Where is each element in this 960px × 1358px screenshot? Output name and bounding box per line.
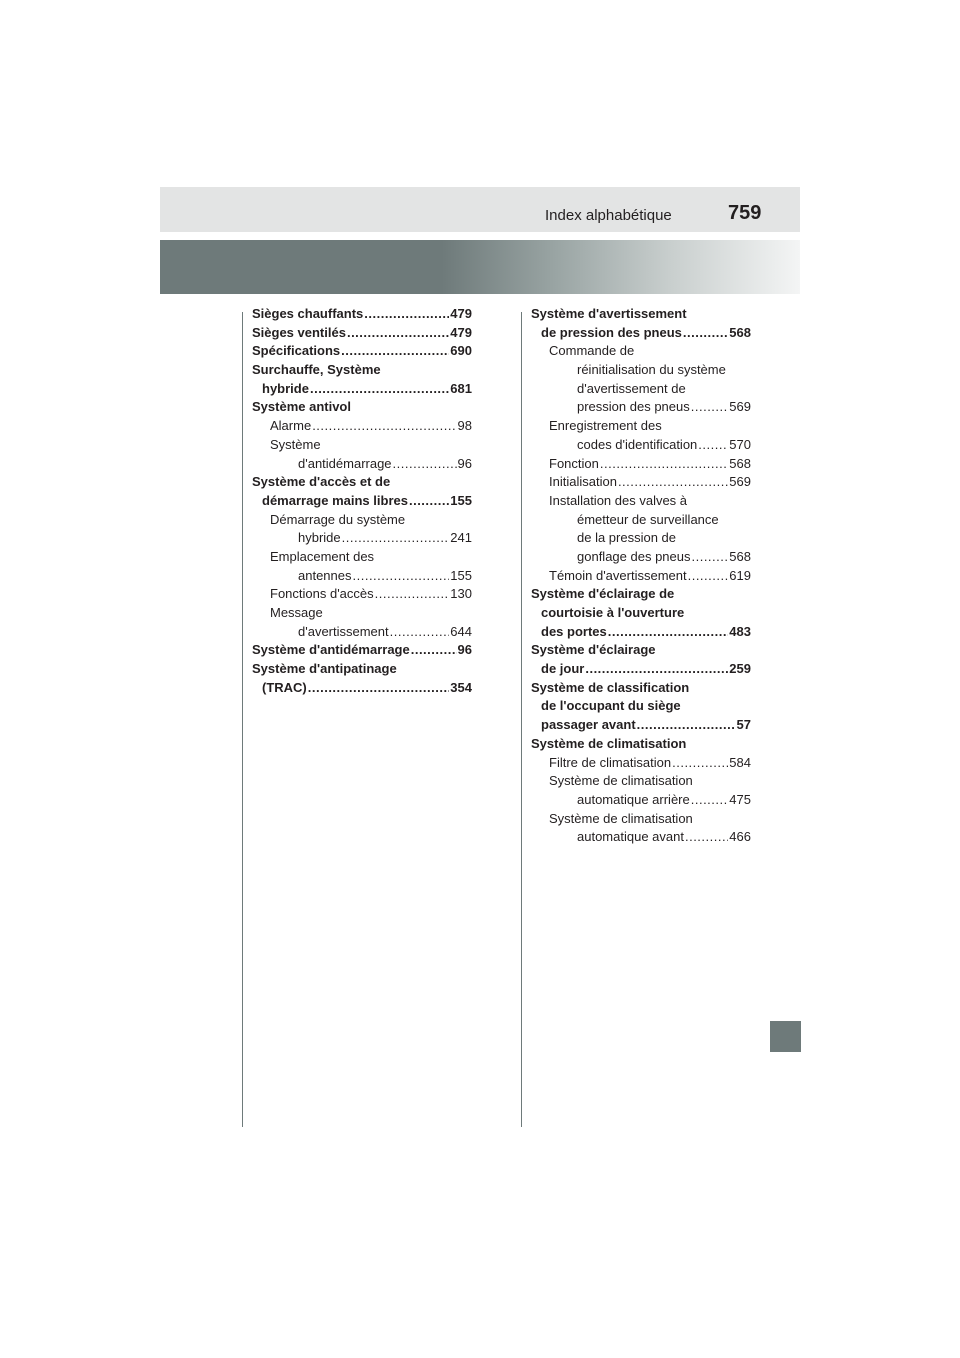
leader-dots	[685, 828, 728, 847]
leader-dots	[608, 623, 729, 642]
index-subentry	[531, 342, 751, 417]
index-line	[252, 660, 472, 679]
index-line	[270, 436, 472, 455]
entry-text: Sièges chauffants	[252, 306, 364, 321]
entry-text: Spécifications	[252, 343, 341, 359]
page-reference: 259	[729, 661, 751, 677]
entry-text: passager avant	[541, 717, 636, 733]
column-divider	[521, 312, 522, 1127]
index-column-left	[252, 305, 472, 697]
entry-text: Système	[270, 436, 321, 452]
entry-text: Commande de	[549, 343, 635, 359]
index-line	[531, 660, 751, 679]
index-line	[549, 380, 751, 399]
page-reference: 690	[450, 343, 472, 359]
index-entry	[531, 641, 751, 678]
page-reference: 96	[457, 455, 472, 471]
page-number: 759	[728, 202, 762, 224]
leader-dots	[691, 791, 729, 810]
index-line	[531, 716, 751, 735]
leader-dots	[411, 641, 457, 660]
index-line	[531, 324, 751, 343]
index-line	[549, 567, 751, 586]
index-subentry	[531, 754, 751, 773]
index-entry	[252, 361, 472, 398]
entry-text: de la pression de	[577, 530, 677, 546]
entry-text: de l'occupant du siège	[541, 698, 681, 714]
index-line	[531, 604, 751, 623]
index-line	[270, 529, 472, 548]
index-line	[252, 492, 472, 511]
page-reference: 568	[729, 324, 751, 340]
index-line	[252, 305, 472, 324]
leader-dots	[393, 455, 457, 474]
entry-text: (TRAC)	[262, 679, 307, 695]
index-line	[531, 679, 751, 698]
index-subentry	[252, 436, 472, 473]
entry-text: d'avertissement de	[577, 380, 686, 396]
page-reference: 568	[729, 548, 751, 564]
entry-text: Filtre de climatisation	[549, 754, 672, 770]
entry-text: Installation des valves à	[549, 492, 688, 508]
entry-text: hybride	[298, 530, 341, 546]
entry-text: Initialisation	[549, 474, 617, 490]
entry-text: antennes	[298, 567, 352, 583]
index-line	[549, 492, 751, 511]
entry-text: Message	[270, 605, 323, 620]
entry-text: Système d'antidémarrage	[252, 642, 410, 658]
entry-text: d'antidémarrage	[298, 455, 392, 471]
entry-text: démarrage mains libres	[262, 492, 408, 508]
entry-text: Système d'éclairage	[531, 642, 656, 658]
entry-text: automatique avant	[577, 829, 684, 845]
index-line	[252, 380, 472, 399]
index-line	[531, 623, 751, 642]
leader-dots	[375, 585, 450, 604]
index-subentry	[252, 604, 472, 641]
page-title: Index alphabétique	[545, 207, 672, 224]
index-subentry	[252, 511, 472, 548]
entry-text: Système d'accès et de	[252, 474, 391, 490]
index-subentry	[252, 417, 472, 436]
entry-text: Démarrage du système	[270, 511, 406, 527]
index-line	[252, 473, 472, 492]
index-line	[549, 791, 751, 810]
page-reference: 475	[729, 791, 751, 807]
section-band	[160, 240, 800, 294]
entry-text: émetteur de surveillance	[577, 511, 719, 527]
index-entry	[252, 398, 472, 417]
index-line	[531, 305, 751, 324]
index-line	[270, 623, 472, 642]
index-subentry	[531, 417, 751, 454]
index-subentry	[252, 548, 472, 585]
page-reference: 155	[450, 567, 472, 583]
entry-text: Système de climatisation	[549, 773, 693, 789]
leader-dots	[409, 492, 449, 511]
index-entry	[252, 660, 472, 697]
leader-dots	[353, 567, 450, 586]
page-reference: 644	[450, 623, 472, 639]
index-line	[531, 641, 751, 660]
page-reference: 479	[450, 306, 472, 321]
leader-dots	[688, 567, 729, 586]
page-reference: 584	[729, 754, 751, 770]
index-line	[252, 679, 472, 698]
leader-dots	[618, 473, 728, 492]
index-line	[270, 548, 472, 567]
index-subentry	[531, 567, 751, 586]
entry-text: Fonction	[549, 455, 599, 471]
page-reference: 155	[450, 492, 472, 508]
entry-text: hybride	[262, 380, 309, 396]
index-line	[549, 754, 751, 773]
entry-text: gonflage des pneus	[577, 548, 691, 564]
index-subentry	[531, 772, 751, 809]
index-line	[549, 361, 751, 380]
index-line	[270, 585, 472, 604]
index-line	[270, 567, 472, 586]
leader-dots	[600, 455, 728, 474]
index-line	[549, 529, 751, 548]
entry-text: Système de climatisation	[549, 810, 693, 826]
leader-dots	[691, 548, 728, 567]
index-subentry	[531, 810, 751, 847]
entry-text: Sièges ventilés	[252, 324, 346, 340]
entry-text: courtoisie à l'ouverture	[541, 605, 685, 620]
page-reference: 569	[729, 474, 751, 490]
index-line	[549, 772, 751, 791]
page-reference: 479	[450, 324, 472, 340]
header-bar	[160, 187, 800, 232]
index-entry	[531, 305, 751, 342]
entry-text: réinitialisation du système	[577, 362, 726, 378]
entry-text: Système d'éclairage de	[531, 586, 675, 602]
entry-text: pression des pneus	[577, 399, 690, 415]
index-entry	[252, 342, 472, 361]
index-line	[252, 641, 472, 660]
index-subentry	[252, 585, 472, 604]
index-subentry	[531, 473, 751, 492]
index-entry	[531, 679, 751, 735]
entry-text: Système de classification	[531, 679, 690, 695]
index-subentry	[531, 492, 751, 567]
leader-dots	[698, 436, 728, 455]
leader-dots	[342, 529, 450, 548]
leader-dots	[347, 324, 449, 343]
index-line	[252, 361, 472, 380]
entry-text: des portes	[541, 623, 607, 639]
index-line	[549, 828, 751, 847]
index-line	[270, 511, 472, 530]
index-column-right	[531, 305, 751, 847]
index-line	[549, 473, 751, 492]
index-line	[252, 324, 472, 343]
index-entry	[252, 324, 472, 343]
index-line	[549, 511, 751, 530]
index-entry	[531, 735, 751, 754]
entry-text: Surchauffe, Système	[252, 362, 381, 378]
index-line	[549, 810, 751, 829]
index-line	[270, 417, 472, 436]
page-reference: 569	[729, 399, 751, 415]
entry-text: d'avertissement	[298, 623, 389, 639]
index-line	[531, 697, 751, 716]
entry-text: Enregistrement des	[549, 418, 662, 434]
page-reference: 98	[457, 418, 472, 434]
index-line	[270, 604, 472, 623]
entry-text: Système antivol	[252, 399, 351, 415]
leader-dots	[390, 623, 450, 642]
index-line	[270, 455, 472, 474]
entry-text: Système de climatisation	[531, 735, 687, 751]
index-entry	[531, 585, 751, 641]
page-reference: 619	[729, 567, 751, 583]
index-line	[549, 548, 751, 567]
page-reference: 96	[457, 642, 472, 658]
entry-text: Alarme	[270, 418, 312, 434]
leader-dots	[312, 417, 456, 436]
column-divider	[242, 312, 243, 1127]
entry-text: Système d'avertissement	[531, 306, 687, 321]
page-reference: 466	[729, 829, 751, 845]
index-subentry	[531, 455, 751, 474]
leader-dots	[691, 398, 729, 417]
index-line	[549, 455, 751, 474]
leader-dots	[683, 324, 728, 343]
entry-text: codes d'identification	[577, 436, 698, 452]
page-reference: 570	[729, 436, 751, 452]
index-line	[531, 735, 751, 754]
leader-dots	[585, 660, 728, 679]
index-line	[252, 342, 472, 361]
index-entry	[252, 305, 472, 324]
index-line	[252, 398, 472, 417]
leader-dots	[672, 754, 728, 773]
index-line	[549, 417, 751, 436]
page-reference: 130	[450, 586, 472, 602]
leader-dots	[310, 380, 449, 399]
page-reference: 354	[450, 679, 472, 695]
entry-text: Fonctions d'accès	[270, 586, 374, 602]
page-reference: 483	[729, 623, 751, 639]
entry-text: Témoin d'avertissement	[549, 567, 687, 583]
page-reference: 568	[729, 455, 751, 471]
entry-text: Système d'antipatinage	[252, 661, 397, 677]
entry-text: Emplacement des	[270, 548, 375, 564]
page-reference: 681	[450, 380, 472, 396]
index-line	[549, 342, 751, 361]
index-line	[549, 398, 751, 417]
index-entry	[252, 473, 472, 510]
page-reference: 57	[736, 717, 751, 733]
leader-dots	[308, 679, 450, 698]
index-line	[549, 436, 751, 455]
leader-dots	[341, 342, 449, 361]
page-reference: 241	[450, 530, 472, 546]
entry-text: automatique arrière	[577, 791, 690, 807]
entry-text: de jour	[541, 661, 585, 677]
index-line	[531, 585, 751, 604]
section-tab	[770, 1021, 801, 1052]
leader-dots	[364, 305, 449, 324]
index-entry	[252, 641, 472, 660]
leader-dots	[637, 716, 736, 735]
entry-text: de pression des pneus	[541, 324, 682, 340]
